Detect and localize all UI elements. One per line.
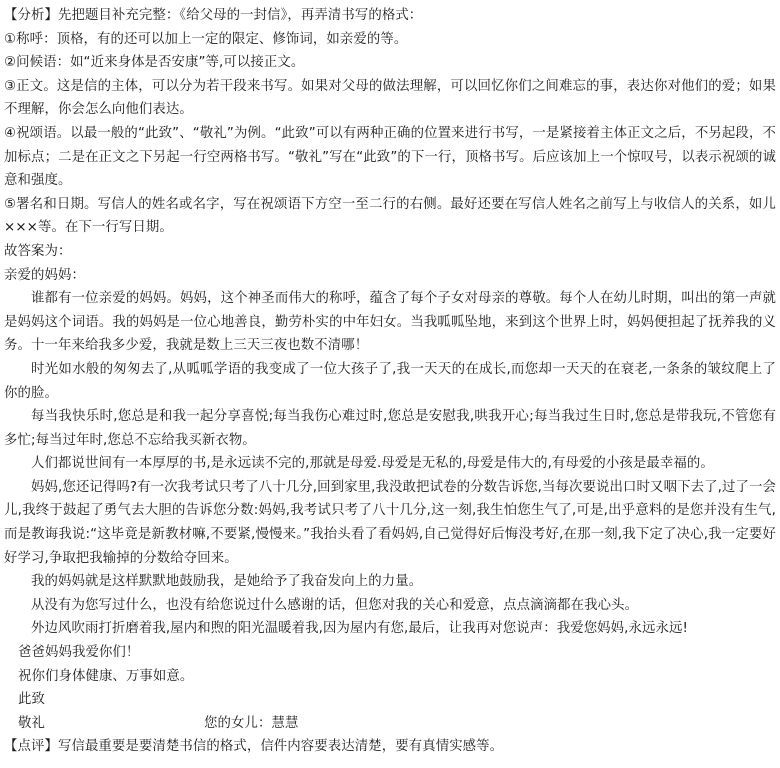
answer-label: 故答案为：: [4, 243, 72, 259]
letter-salutation: 亲爱的妈妈：: [4, 267, 85, 283]
analysis-item-signature-date: ⑤署名和日期。写信人的姓名或名字，写在祝颂语下方空一至二行的右侧。最好还要在写信人姓名之前写上与收信人的关系，如儿×××等。在下一行写日期。: [4, 196, 776, 236]
analysis-item-body: ③正文。这是信的主体，可以分为若干段来书写。如果对父母的做法理解，可以回忆你们之间难忘的事，表达你对他们的爱；如果不理解，你会怎么向他们表达。: [4, 78, 776, 118]
letter-paragraph: 妈妈,您还记得吗?有一次我考试只考了八十几分,回到家里,我没敢把试卷的分数告诉您,当每次要说出口时又咽下去了,过了一会儿,我终于鼓起了勇气去大胆的告诉您分数:妈妈,我考试只考了八十几分,这一刻,我生怕您生气了,可是,出乎意料的是您并没有生气,而是教诲我说:“这毕竟是新教材嘛,不要紧,慢慢来。”我抬头看了看妈妈,自己觉得好后悔没考好,在那一刻,我下定了决心,我一定要好好学习,争取把我输掉的分数给夺回来。: [4, 479, 776, 566]
analysis-item-salutation: ①称呼：顶格，有的还可以加上一定的限定、修饰词，如亲爱的等。: [4, 31, 408, 47]
analysis-item-blessing: ④祝颂语。以最一般的“此致”、“敬礼”为例。“此致”可以有两种正确的位置来进行书写，一是紧接着主体正文之后，不另起段，不加标点；二是在正文之下另起一行空两格书写。“敬礼”写在“此致”的下一行，顶格书写。后应该加上一个惊叹号，以表示祝颂的诚意和强度。: [4, 125, 776, 189]
salute-signature-row: [4, 712, 776, 736]
letter-salute: 敬礼: [18, 715, 45, 731]
letter-paragraph: 从没有为您写过什么，也没有给您说过什么感谢的话，但您对我的关心和爱意，点点滴滴都在我心头。: [31, 597, 639, 613]
letter-paragraph: 时光如水般的匆匆去了,从呱呱学语的我变成了一位大孩子了,我一天天的在成长,而您却一天天的在衰老,一条条的皱纹爬上了你的脸。: [4, 361, 776, 401]
letter-paragraph: 谁都有一位亲爱的妈妈。妈妈，这个神圣而伟大的称呼，蕴含了每个子女对母亲的尊敬。每个人在幼儿时期，叫出的第一声就是妈妈这个词语。我的妈妈是一位心地善良，勤劳朴实的中年妇女。当我呱呱坠地，来到这个世界上时，妈妈便担起了抚养我的义务。十一年来给我多少爱，我就是数上三天三夜也数不清哪！: [4, 291, 776, 354]
analysis-intro: 【分析】先把题目补充完整：《给父母的一封信》，再弄清书写的格式：: [4, 8, 423, 23]
letter-paragraph: 我的妈妈就是这样默默地鼓励我，是她给予了我奋发向上的力量。: [31, 574, 423, 590]
analysis-item-greeting: ②问候语：如“近来身体是否安康”等,可以接正文。: [4, 55, 305, 71]
letter-paragraph: 人们都说世间有一本厚厚的书,是永远读不完的,那就是母爱.母爱是无私的,母爱是伟大的,有母爱的小孩是最幸福的。: [31, 456, 714, 472]
comment: 【点评】写信最重要是要清楚书信的格式，信件内容要表达清楚，要有真情实感等。: [4, 739, 504, 755]
letter-cizhi: 此致: [18, 692, 45, 708]
letter-closing-line: 爸爸妈妈我爱你们！: [18, 645, 140, 661]
letter-signature: 您的女儿：慧慧: [204, 715, 299, 731]
letter-blessing: 祝你们身体健康、万事如意。: [18, 668, 194, 684]
letter-paragraph: 外边风吹雨打折磨着我,屋内和煦的阳光温暖着我,因为屋内有您,最后，让我再对您说声：我爱您妈妈,永远永远!: [31, 621, 688, 637]
letter-paragraph: 每当我快乐时,您总是和我一起分享喜悦;每当我伤心难过时,您总是安慰我,哄我开心;每当我过生日时,您总是带我玩,不管您有多忙;每当过年时,您总不忘给我买新衣物。: [4, 409, 776, 448]
